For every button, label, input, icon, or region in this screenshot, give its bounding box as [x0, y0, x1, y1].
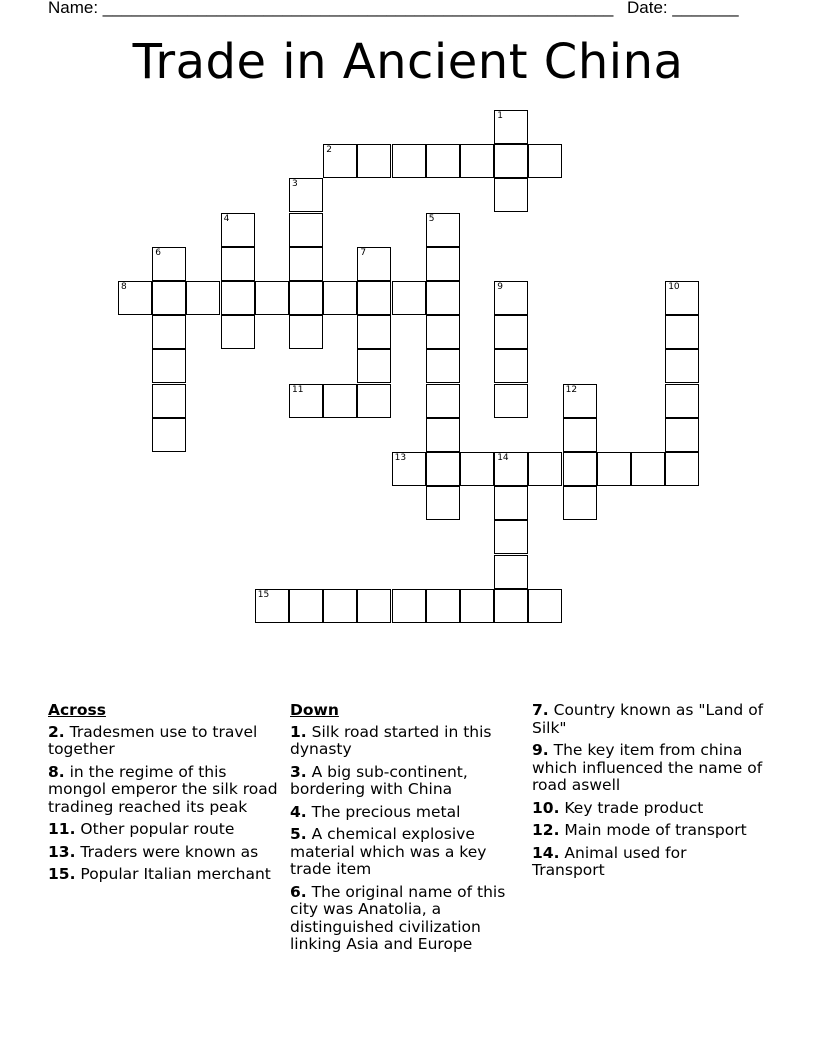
- grid-number: 6: [155, 247, 161, 258]
- grid-cell[interactable]: [528, 452, 562, 486]
- grid-number: 15: [257, 589, 270, 600]
- grid-cell[interactable]: [426, 247, 460, 281]
- grid-number: 7: [360, 247, 367, 258]
- grid-cell[interactable]: [392, 452, 426, 486]
- clue-down-14: 14. Animal used for Transport: [532, 843, 687, 879]
- grid-number: 11: [292, 384, 304, 395]
- grid-number: 2: [326, 145, 332, 156]
- grid-cell[interactable]: [494, 486, 528, 520]
- grid-cell[interactable]: [221, 281, 255, 315]
- grid-cell[interactable]: [563, 486, 597, 520]
- grid-cell[interactable]: [494, 520, 528, 554]
- grid-cell[interactable]: [494, 384, 528, 418]
- grid-cell[interactable]: [289, 247, 323, 281]
- clue-down-12: 12. Main mode of transport: [532, 821, 747, 839]
- grid-cell[interactable]: [357, 384, 391, 418]
- clue-down-7: 7. Country known as "Land of Silk": [532, 701, 764, 737]
- grid-cell[interactable]: [289, 589, 323, 623]
- grid-cell[interactable]: [357, 349, 391, 383]
- grid-cell[interactable]: [563, 452, 597, 486]
- grid-number: 1: [497, 111, 503, 121]
- grid-cell[interactable]: [357, 589, 391, 623]
- grid-cell[interactable]: [494, 144, 528, 178]
- grid-cell[interactable]: [528, 589, 562, 623]
- grid-cell[interactable]: [494, 315, 528, 349]
- grid-cell[interactable]: [563, 384, 597, 418]
- grid-cell[interactable]: [392, 144, 426, 178]
- grid-cell[interactable]: [494, 589, 528, 623]
- grid-cell[interactable]: [426, 315, 460, 349]
- grid-cell[interactable]: [460, 589, 494, 623]
- page-title: Trade in Ancient China: [132, 34, 684, 90]
- grid-cell[interactable]: [494, 110, 528, 144]
- grid-cell[interactable]: [289, 315, 323, 349]
- grid-cell[interactable]: [323, 589, 357, 623]
- grid-cell[interactable]: [665, 452, 699, 486]
- clue-down-5: 5. A chemical explosive material which was a key trade item: [290, 825, 487, 878]
- grid-cell[interactable]: [392, 281, 426, 315]
- clue-across-8: 8. in the regime of this mongol emperor the silk road tradineg reached its peak: [48, 762, 278, 816]
- grid-number: 13: [394, 453, 407, 463]
- grid-cell[interactable]: [665, 349, 699, 383]
- grid-cell[interactable]: [186, 281, 220, 315]
- down-heading: Down: [290, 701, 339, 719]
- grid-cell[interactable]: [255, 281, 289, 315]
- grid-cell[interactable]: [289, 178, 323, 212]
- grid-cell[interactable]: [289, 213, 323, 247]
- grid-cell[interactable]: [426, 349, 460, 383]
- down-clues: [290, 702, 515, 959]
- grid-cell[interactable]: [221, 213, 255, 247]
- grid-cell[interactable]: [665, 384, 699, 418]
- down-clues-continued: [532, 702, 764, 885]
- clue-down-6: 6. The original name of this city was Anatolia, a distinguished civilization linking Asia and Europe: [290, 882, 506, 953]
- grid-cell[interactable]: [631, 452, 665, 486]
- grid-cell[interactable]: [426, 384, 460, 418]
- grid-cell[interactable]: [357, 281, 391, 315]
- grid-number: 12: [565, 384, 578, 395]
- grid-cell[interactable]: [665, 281, 699, 315]
- name-field-line: Name: ______________________________________________________: [48, 0, 614, 17]
- grid-number: 4: [223, 213, 230, 224]
- grid-cell[interactable]: [118, 281, 152, 315]
- grid-number: 8: [121, 282, 127, 292]
- grid-cell[interactable]: [426, 281, 460, 315]
- grid-cell[interactable]: [152, 247, 186, 281]
- grid-cell[interactable]: [323, 384, 357, 418]
- grid-cell[interactable]: [323, 144, 357, 178]
- grid-number: 3: [292, 179, 298, 190]
- grid-cell[interactable]: [665, 418, 699, 452]
- grid-cell[interactable]: [357, 247, 391, 281]
- grid-cell[interactable]: [460, 144, 494, 178]
- grid-cell[interactable]: [460, 452, 494, 486]
- grid-cell[interactable]: [221, 315, 255, 349]
- grid-cell[interactable]: [426, 486, 460, 520]
- grid-cell[interactable]: [357, 315, 391, 349]
- clue-down-3: 3. A big sub-continent, bordering with China: [290, 762, 468, 798]
- grid-cell[interactable]: [289, 281, 323, 315]
- grid-cell[interactable]: [152, 418, 186, 452]
- grid-cell[interactable]: [494, 178, 528, 212]
- across-heading: Across: [48, 701, 106, 719]
- grid-cell[interactable]: [323, 281, 357, 315]
- grid-cell[interactable]: [152, 384, 186, 418]
- grid-cell[interactable]: [152, 281, 186, 315]
- grid-cell[interactable]: [494, 555, 528, 589]
- grid-cell[interactable]: [289, 384, 323, 418]
- clue-across-2: 2. Tradesmen use to travel together: [48, 722, 258, 758]
- grid-cell[interactable]: [665, 315, 699, 349]
- grid-cell[interactable]: [152, 315, 186, 349]
- grid-number: 9: [497, 282, 503, 292]
- grid-cell[interactable]: [426, 144, 460, 178]
- clue-across-11: 11. Other popular route: [48, 820, 235, 838]
- grid-number: 5: [428, 213, 435, 224]
- grid-cell[interactable]: [392, 589, 426, 623]
- clue-down-10: 10. Key trade product: [532, 798, 704, 817]
- grid-cell[interactable]: [528, 144, 562, 178]
- grid-number: 14: [497, 453, 509, 463]
- grid-cell[interactable]: [494, 452, 528, 486]
- grid-cell[interactable]: [221, 247, 255, 281]
- clue-down-9: 9. The key item from china which influenced the name of road aswell: [532, 741, 763, 794]
- clue-across-15: 15. Popular Italian merchant: [48, 865, 271, 883]
- grid-cell[interactable]: [255, 589, 289, 623]
- grid-number: 10: [668, 282, 680, 292]
- grid-cell[interactable]: [426, 589, 460, 623]
- clue-down-1: 1. Silk road started in this dynasty: [290, 722, 492, 758]
- across-clues: [48, 702, 278, 889]
- grid-cell[interactable]: [152, 349, 186, 383]
- grid-cell[interactable]: [494, 281, 528, 315]
- grid-cell[interactable]: [357, 144, 391, 178]
- grid-cell[interactable]: [597, 452, 631, 486]
- grid-cell[interactable]: [563, 418, 597, 452]
- date-field-line: Date: _______: [627, 0, 739, 17]
- clue-across-13: 13. Traders were known as: [48, 842, 259, 861]
- grid-cell[interactable]: [426, 452, 460, 486]
- grid-cell[interactable]: [426, 418, 460, 452]
- grid-cell[interactable]: [494, 349, 528, 383]
- clue-down-4: 4. The precious metal: [290, 802, 461, 821]
- grid-cell[interactable]: [426, 213, 460, 247]
